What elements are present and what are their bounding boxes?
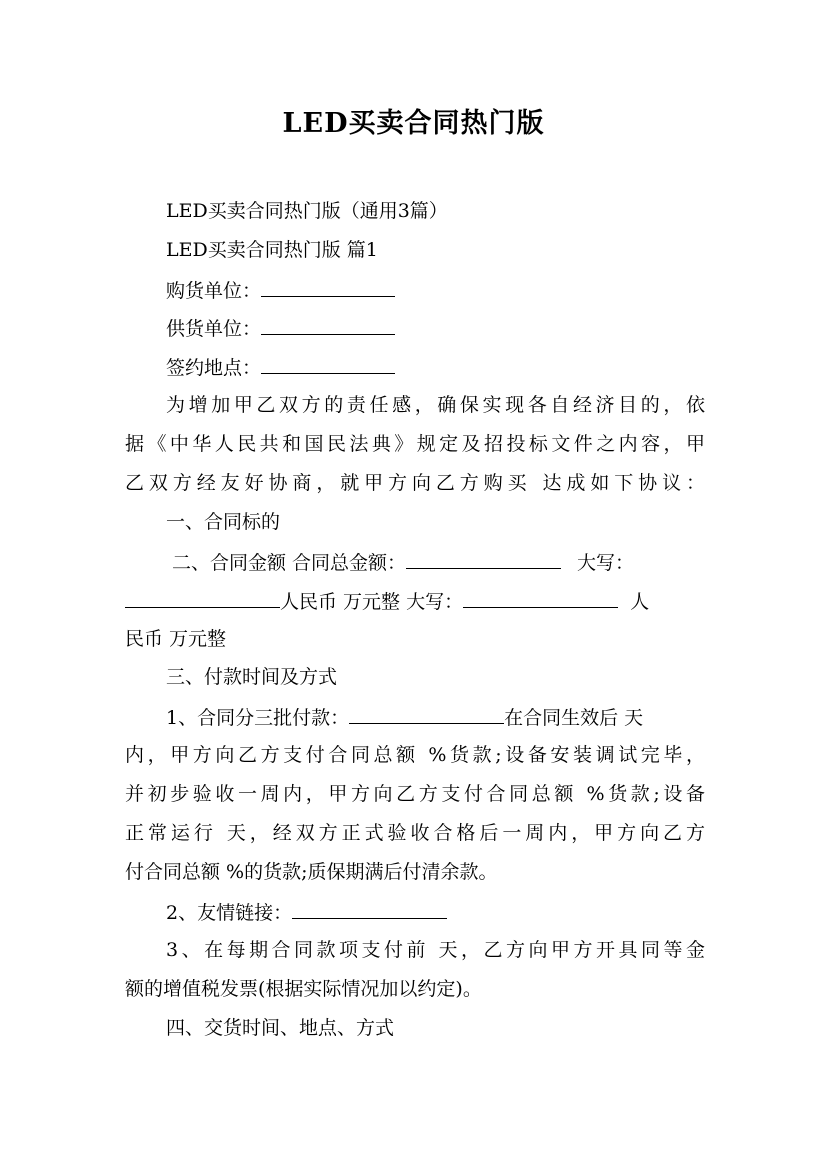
daxie-blank-1 bbox=[125, 587, 280, 608]
section-3-p1-line-3: 并初步验收一周内，甲方向乙方支付合同总额 %货款;设备 bbox=[125, 783, 705, 805]
intro-line-1: 为增加甲乙双方的责任感，确保实现各自经济目的，依 bbox=[166, 394, 705, 416]
section-3-heading: 三、付款时间及方式 bbox=[166, 666, 338, 688]
payment-after-blank: 在合同生效后 天 bbox=[504, 707, 644, 729]
section-3-p2-line bbox=[166, 898, 746, 924]
supplier-blank bbox=[261, 314, 395, 335]
section-3-p1-line-4: 正常运行 天，经双方正式验收合格后一周内，甲方向乙方 bbox=[125, 822, 705, 844]
total-amount-blank bbox=[406, 548, 561, 569]
daxie-blank-2 bbox=[463, 587, 618, 608]
payment-blank bbox=[349, 703, 504, 724]
daxie-label-1: 大写： bbox=[577, 552, 635, 574]
payment-lead: 1、合同分三批付款： bbox=[166, 707, 350, 729]
section-4-heading: 四、交货时间、地点、方式 bbox=[166, 1017, 395, 1039]
part-heading: LED买卖合同热门版 篇1 bbox=[166, 239, 378, 261]
buyer-label: 购货单位： bbox=[166, 280, 262, 302]
section-3-p1-line-1 bbox=[166, 703, 705, 729]
ren-char: 人 bbox=[630, 591, 650, 613]
buyer-line bbox=[166, 276, 746, 302]
section-1-heading: 一、合同标的 bbox=[166, 511, 281, 533]
sign-place-line bbox=[166, 353, 746, 379]
supplier-label: 供货单位： bbox=[166, 318, 262, 340]
document-title: LED买卖合同热门版 bbox=[282, 108, 545, 139]
sign-place-blank bbox=[261, 353, 395, 374]
intro-line-2: 据《中华人民共和国民法典》规定及招投标文件之内容，甲 bbox=[125, 433, 705, 455]
section-3-p3-line-2: 额的增值税发票(根据实际情况加以约定)。 bbox=[125, 978, 482, 1000]
section-2-line-3: 民币 万元整 bbox=[125, 628, 227, 650]
section-3-p1-line-5: 付合同总额 %的货款;质保期满后付清余款。 bbox=[125, 861, 498, 883]
friendly-link-label: 2、友情链接： bbox=[166, 902, 293, 924]
buyer-blank bbox=[261, 276, 395, 297]
section-3-p1-line-2: 内，甲方向乙方支付合同总额 %货款;设备安装调试完毕， bbox=[125, 744, 705, 766]
section-2-heading: 二、合同金额 合同总金额： bbox=[172, 552, 407, 574]
supplier-line bbox=[166, 314, 746, 340]
sign-place-label: 签约地点： bbox=[166, 357, 262, 379]
section-2-line-1 bbox=[172, 548, 705, 574]
document-subtitle: LED买卖合同热门版（通用3篇） bbox=[166, 200, 448, 222]
section-2-line-2 bbox=[125, 587, 705, 613]
rmb-text: 人民币 万元整 大写： bbox=[280, 591, 464, 613]
intro-line-3: 乙双方经友好协商，就甲方向乙方购买 达成如下协议： bbox=[125, 472, 705, 494]
friendly-link-blank bbox=[292, 898, 447, 919]
section-3-p3-line-1: 3、在每期合同款项支付前 天，乙方向甲方开具同等金 bbox=[166, 939, 705, 961]
